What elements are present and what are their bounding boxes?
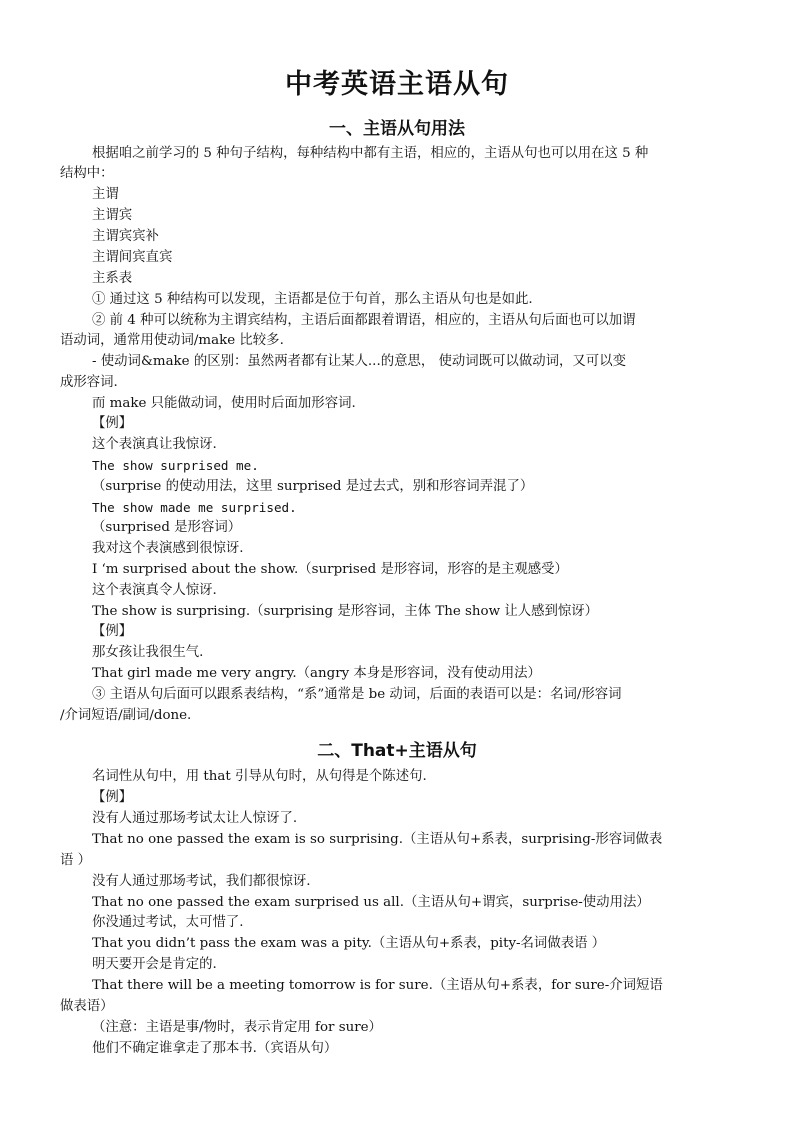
- s1-line-3: 主谓宾: [92, 208, 133, 223]
- s2-line-10: That there will be a meeting tomorrow is for sure.（主语从句+系表，for sure-介词短语: [92, 978, 663, 993]
- s2-line-13: 他们不确定谁拿走了那本书.（宾语从句）: [92, 1041, 338, 1056]
- s1-line-27: /介词短语/副词/done.: [60, 708, 192, 723]
- s1-line-15: The show surprised me.: [92, 458, 259, 473]
- s1-line-25: That girl made me very angry.（angry 本身是形容词，没有使动用法）: [92, 666, 541, 681]
- s1-line-22: The show is surprising.（surprising 是形容词，主体 The show 让人感到惊讶）: [92, 604, 599, 619]
- s1-line-20: I ‘m surprised about the show.（surprised 是形容词，形容的是主观感受）: [92, 562, 568, 577]
- s2-line-2: 没有人通过那场考试太让人惊讶了.: [92, 811, 298, 826]
- s2-line-0: 名词性从句中，用 that 引导从句时，从句得是个陈述句.: [92, 769, 427, 784]
- s1-line-26: ③ 主语从句后面可以跟系表结构，“系”通常是 be 动词，后面的表语可以是：名词/形容词: [92, 687, 622, 702]
- s1-line-19: 我对这个表演感到很惊讶.: [92, 541, 244, 556]
- page-title: 中考英语主语从句: [285, 69, 509, 100]
- s2-line-8: That you didn’t pass the exam was a pity.（主语从句+系表，pity-名词做表语 ）: [92, 936, 606, 951]
- s1-line-7: ① 通过这 5 种结构可以发现，主语都是位于句首，那么主语从句也是如此.: [92, 292, 533, 307]
- s2-line-5: 没有人通过那场考试，我们都很惊讶.: [92, 874, 311, 889]
- s1-line-17: The show made me surprised.: [92, 500, 297, 515]
- s1-line-18: （surprised 是形容词）: [92, 520, 242, 535]
- s1-line-12: 而 make 只能做动词，使用时后面加形容词.: [92, 396, 356, 411]
- s2-line-3: That no one passed the exam is so surprising.（主语从句+系表，surprising-形容词做表: [92, 832, 663, 847]
- s1-line-10: - 使动词&make 的区别：虽然两者都有让某人...的意思， 使动词既可以做动词，又可以变: [92, 354, 626, 369]
- s1-line-24: 那女孩让我很生气.: [92, 645, 204, 660]
- s1-line-16: （surprise 的使动用法，这里 surprised 是过去式，别和形容词弄混了）: [92, 479, 534, 494]
- s1-line-0: 根据咱之前学习的 5 种句子结构，每种结构中都有主语，相应的，主语从句也可以用在这 5 种: [92, 146, 649, 161]
- s2-line-7: 你没通过考试，太可惜了.: [92, 915, 244, 930]
- s1-line-5: 主谓间宾直宾: [92, 250, 173, 265]
- s1-line-4: 主谓宾宾补: [92, 229, 159, 244]
- s2-line-1: 【例】: [92, 790, 133, 805]
- s1-line-11: 成形容词.: [60, 375, 118, 390]
- s1-line-2: 主谓: [92, 187, 119, 202]
- s1-line-14: 这个表演真让我惊讶.: [92, 437, 217, 452]
- s2-line-6: That no one passed the exam surprised us all.（主语从句+谓宾，surprise-使动用法）: [92, 895, 650, 910]
- s1-line-9: 语动词，通常用使动词/make 比较多.: [60, 333, 284, 348]
- s2-line-12: （注意：主语是事/物时，表示肯定用 for sure）: [92, 1020, 382, 1035]
- section-2-heading: 二、That+主语从句: [317, 741, 477, 761]
- s1-line-13: 【例】: [92, 416, 133, 431]
- s1-line-23: 【例】: [92, 624, 133, 639]
- s2-line-9: 明天要开会是肯定的.: [92, 957, 217, 972]
- section-1-heading: 一、主语从句用法: [329, 119, 465, 139]
- s1-line-21: 这个表演真令人惊讶.: [92, 583, 217, 598]
- s1-line-1: 结构中：: [60, 166, 114, 181]
- s1-line-6: 主系表: [92, 271, 133, 286]
- s2-line-11: 做表语）: [60, 999, 114, 1014]
- s2-line-4: 语 ）: [60, 853, 92, 868]
- s1-line-8: ② 前 4 种可以统称为主谓宾结构，主语后面都跟着谓语，相应的，主语从句后面也可以加谓: [92, 313, 636, 328]
